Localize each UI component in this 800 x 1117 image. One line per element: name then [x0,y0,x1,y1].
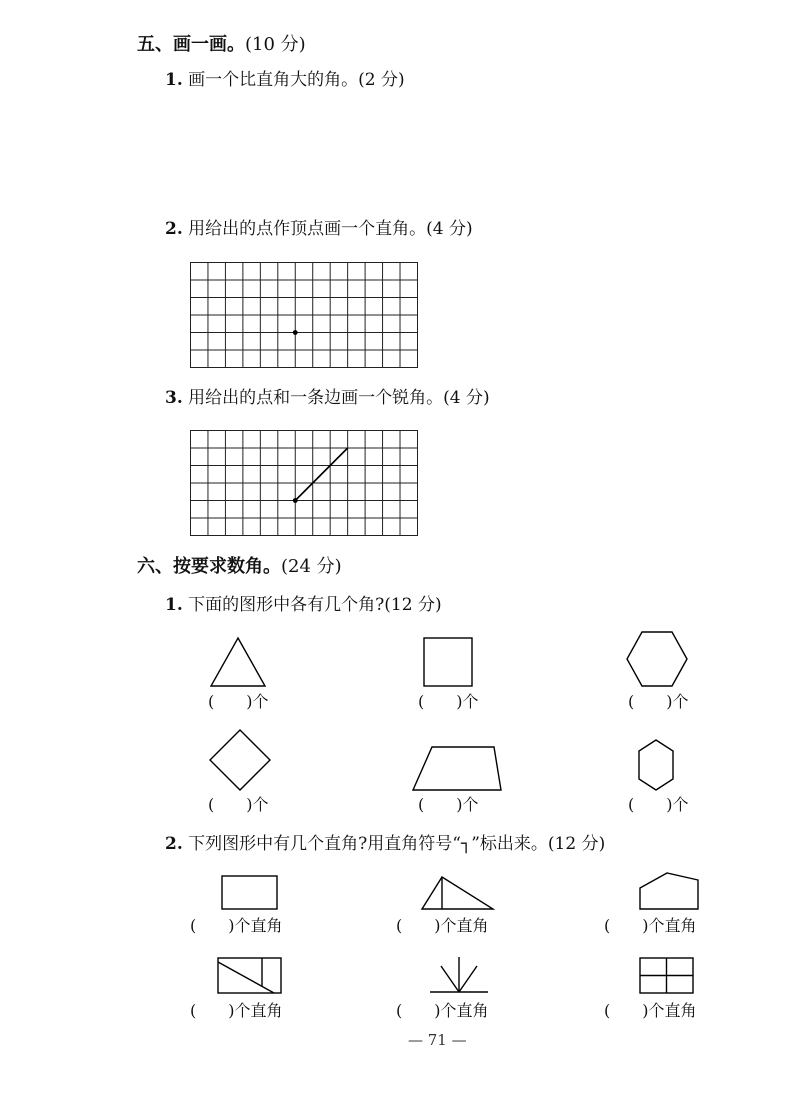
vertex-dot [293,330,298,335]
question-6-1 [165,597,442,614]
question-5-2 [165,221,473,238]
answer-blank-6-1-1[interactable]: ( )个 [208,692,269,711]
answer-blank-6-1-6[interactable]: ( )个 [628,795,689,814]
pentagon-house-icon [637,870,701,912]
grid-lines [190,262,418,368]
square-icon [422,636,474,688]
answer-blank-6-1-4[interactable]: ( )个 [208,795,269,814]
diamond-icon [208,728,272,792]
answer-blank-6-2-5[interactable]: ( )个直角 [396,1001,489,1020]
section-6-title: 六、按要求数角。 [137,556,281,577]
answer-blank-6-1-2[interactable]: ( )个 [418,692,479,711]
triangle-icon [208,636,268,688]
question-5-3-text: 用给出的点和一条边画一个锐角。(4 分) [188,388,490,408]
grid-lines [190,430,418,536]
answer-blank-6-2-3[interactable]: ( )个直角 [604,916,697,935]
section-5-points: (10 分) [245,34,306,55]
question-5-2-number: 2. [165,219,183,239]
fan-rays-icon [428,954,490,996]
question-6-2-text-before: 下列图形中有几个直角?用直角符号“ [188,834,461,854]
answer-blank-6-2-4[interactable]: ( )个直角 [190,1001,283,1020]
trapezoid-icon [410,744,504,792]
vertex-dot [293,498,298,503]
question-5-3 [165,390,490,407]
given-edge-line [295,448,347,501]
rectangle-diagonal-icon [216,956,284,996]
question-6-1-text: 下面的图形中各有几个角?(12 分) [188,595,442,615]
answer-blank-6-1-5[interactable]: ( )个 [418,795,479,814]
answer-blank-6-2-1[interactable]: ( )个直角 [190,916,283,935]
question-5-2-text: 用给出的点作顶点画一个直角。(4 分) [188,219,473,239]
section-6-heading [137,558,342,576]
question-6-2-text-after: ”标出来。(12 分) [471,834,606,854]
question-6-2 [165,836,605,853]
answer-blank-6-1-3[interactable]: ( )个 [628,692,689,711]
section-5-title: 五、画一画。 [137,34,245,55]
question-5-1 [165,72,405,89]
section-6-points: (24 分) [281,556,342,577]
question-5-1-number: 1. [165,70,183,90]
right-angle-symbol-icon: ┐ [460,834,472,854]
rectangle-grid-icon [638,956,696,996]
question-5-3-number: 3. [165,388,183,408]
section-5-heading [137,36,306,54]
dot-grid-2[interactable] [190,430,420,538]
question-5-1-text: 画一个比直角大的角。(2 分) [188,70,405,90]
right-triangle-split-icon [420,874,496,912]
question-6-2-number: 2. [165,834,183,854]
answer-blank-6-2-6[interactable]: ( )个直角 [604,1001,697,1020]
question-6-1-number: 1. [165,595,183,615]
dot-grid-1[interactable] [190,262,420,370]
small-hexagon-icon [636,738,676,792]
answer-blank-6-2-2[interactable]: ( )个直角 [396,916,489,935]
rectangle-icon [220,874,280,912]
page-number: — 71 — [408,1031,467,1049]
hexagon-icon [625,630,689,688]
